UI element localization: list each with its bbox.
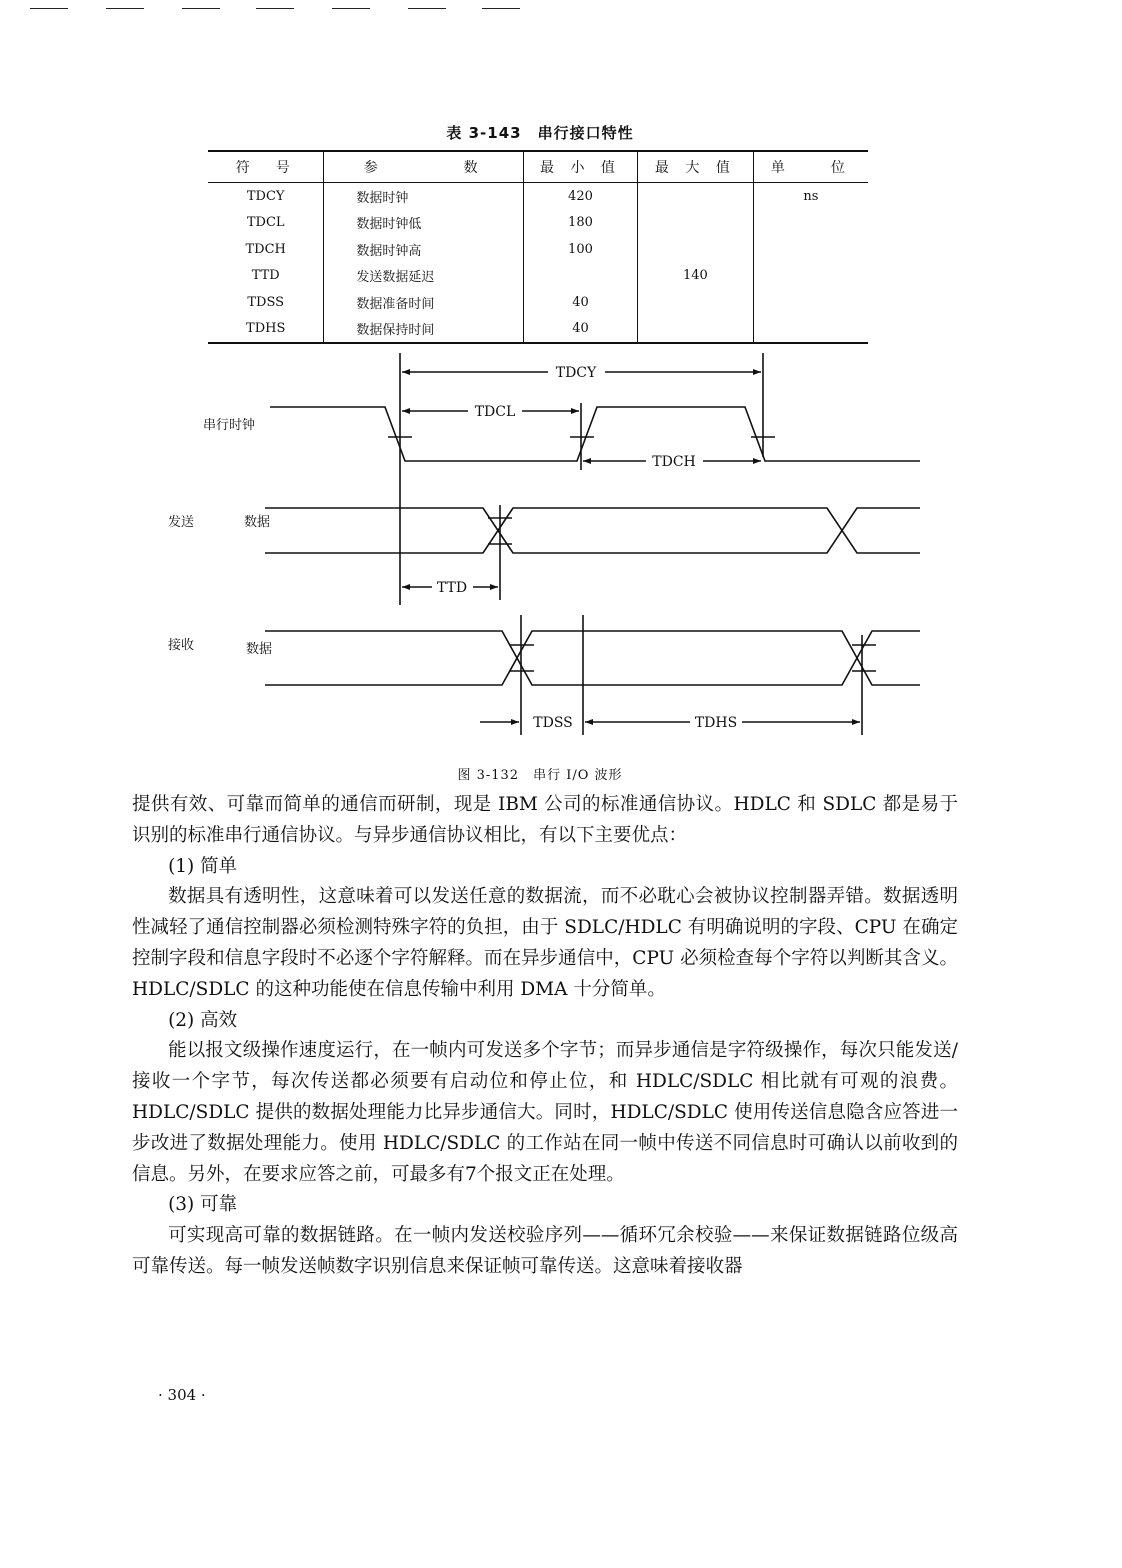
cell-parameter: 数据时钟低 (324, 210, 524, 237)
table-header-row (208, 151, 868, 183)
cell-parameter: 数据准备时间 (324, 289, 524, 316)
cell-max (637, 210, 753, 237)
table-row (208, 236, 868, 263)
receive-data-waveform (265, 631, 920, 685)
tdcy-label: TDCY (555, 365, 597, 381)
table-row (208, 183, 868, 210)
figure-caption: 图 3-132 串行 I/O 波形 (457, 768, 623, 783)
tdch-label: TDCH (652, 454, 696, 470)
header-max: 最 大 值 (637, 151, 753, 183)
header-parameter: 参 数 (324, 151, 524, 183)
arrow-head (490, 584, 498, 590)
cell-unit: ns (753, 183, 868, 210)
cell-max (637, 183, 753, 210)
cell-unit (753, 210, 868, 237)
header-unit: 单 位 (753, 151, 868, 183)
cell-parameter: 发送数据延迟 (324, 263, 524, 290)
section-heading-simple: (1) 简单 (168, 855, 238, 877)
send-data-waveform (265, 508, 920, 553)
cell-symbol: TDCY (246, 188, 285, 204)
cell-unit (753, 316, 868, 344)
cell-symbol: TDCH (245, 241, 286, 257)
cell-min: 420 (523, 183, 637, 210)
header-min: 最 小 值 (523, 151, 637, 183)
paragraph: 能以报文级操作速度运行，在一帧内可发送多个字节；而异步通信是字符级操作，每次只能发送/接收一个字节，每次传送都必须要有启动位和停止位，和 HDLC/SDLC 相比就有可观的浪费。HDLC/SDLC 提供的数据处理能力比异步通信大。同时，HDLC/SDLC 使用传送信息隐含应答进一步改进了数据处理能力。使用 HDLC/SDLC 的工作站在同一帧中传送不同信息时可确认以前收到的信息。另外，在要求应答之前，可最多有7个报文正在处理。 (132, 1040, 958, 1185)
receive-label: 接收 (168, 638, 195, 653)
send-label: 发送 (168, 515, 195, 530)
arrow-head (583, 458, 591, 464)
paragraph: 提供有效、可靠而简单的通信而研制，现是 IBM 公司的标准通信协议。HDLC 和 SDLC 都是易于识别的标准串行通信协议。与异步通信协议相比，有以下主要优点： (132, 794, 958, 846)
table-caption: 表 3-143 串行接口特性 (446, 124, 634, 142)
header-rule (482, 8, 520, 9)
section-heading-efficient: (2) 高效 (168, 1009, 238, 1031)
arrow-head (402, 408, 410, 414)
tdcl-label: TDCL (474, 404, 516, 420)
send-data-label: 数据 (244, 515, 271, 530)
cell-min: 180 (523, 210, 637, 237)
header-rule (106, 8, 144, 9)
header-rule (182, 8, 220, 9)
cell-min (523, 263, 637, 290)
arrow-head (402, 369, 410, 375)
paragraph: 数据具有透明性，这意味着可以发送任意的数据流，而不必耽心会被协议控制器弄错。数据透明性减轻了通信控制器必须检测特殊字符的负担，由于 SDLC/HDLC 有明确说明的字段、CPU 在确定控制字段和信息字段时不必逐个字符解释。而在异步通信中，CPU 必须检查每个字符以判断其含义。HDLC/SDLC 的这种功能使在信息传输中利用 DMA 十分简单。 (132, 886, 958, 1000)
cell-parameter: 数据时钟高 (324, 236, 524, 263)
arrow-head (753, 369, 761, 375)
cell-symbol: TDCL (246, 215, 285, 231)
cell-max (637, 236, 753, 263)
tdss-label: TDSS (533, 715, 573, 731)
header-rule (30, 8, 68, 9)
cell-min: 100 (523, 236, 637, 263)
page-number: · 304 · (158, 1386, 206, 1404)
header-rule (408, 8, 446, 9)
cell-max (637, 289, 753, 316)
receive-data-label: 数据 (246, 642, 273, 657)
cell-unit (753, 263, 868, 290)
arrow-head (753, 458, 761, 464)
arrow-head (852, 719, 860, 725)
serial-clock-label: 串行时钟 (203, 418, 256, 433)
table-row (208, 289, 868, 316)
table-row (208, 316, 868, 344)
paragraph: 可实现高可靠的数据链路。在一帧内发送校验序列——循环冗余校验——来保证数据链路位级高可靠传送。每一帧发送帧数字识别信息来保证帧可靠传送。这意味着接收器 (132, 1225, 958, 1277)
arrow-head (402, 584, 410, 590)
header-symbol: 符 号 (235, 160, 296, 176)
table-row (208, 263, 868, 290)
arrow-head (511, 719, 519, 725)
timing-diagram (150, 345, 940, 745)
serial-clock-waveform (270, 407, 920, 461)
arrow-head (585, 719, 593, 725)
cell-parameter: 数据保持时间 (324, 316, 524, 344)
cell-max: 140 (637, 263, 753, 290)
table-row (208, 210, 868, 237)
cell-max (637, 316, 753, 344)
cell-symbol: TTD (251, 268, 280, 284)
tdhs-label: TDHS (694, 715, 738, 731)
send-data-waveform (265, 508, 920, 553)
header-rule (256, 8, 294, 9)
cell-unit (753, 289, 868, 316)
ttd-label: TTD (436, 580, 468, 596)
cell-symbol: TDSS (247, 294, 285, 310)
cell-symbol: TDHS (246, 321, 286, 337)
cell-unit (753, 236, 868, 263)
cell-parameter: 数据时钟 (324, 183, 524, 210)
cell-min: 40 (523, 289, 637, 316)
section-heading-reliable: (3) 可靠 (168, 1194, 238, 1216)
header-rule (332, 8, 370, 9)
arrow-head (571, 408, 579, 414)
receive-data-waveform (265, 631, 920, 685)
body-text (132, 790, 958, 1283)
cell-min: 40 (523, 316, 637, 344)
spec-table (208, 150, 868, 344)
